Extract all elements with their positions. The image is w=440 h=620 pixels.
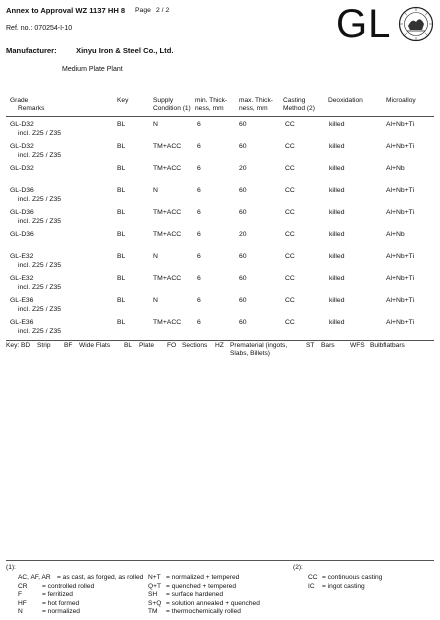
key-bf-value: Wide Flats	[79, 342, 111, 349]
cell-grade: GL-E36	[10, 319, 34, 326]
cell-casting: CC	[285, 297, 295, 304]
cell-min-thickness: 6	[197, 121, 201, 128]
col-min-1: min. Thick-	[195, 97, 228, 104]
key-wfs: WFS	[350, 342, 365, 349]
cell-supply: TM+ACC	[153, 275, 182, 282]
cell-casting: CC	[285, 319, 295, 326]
gl-seal-icon	[398, 6, 434, 42]
footnote-desc: = normalized	[42, 608, 80, 615]
cell-deoxidation: killed	[329, 319, 345, 326]
cell-remark: incl. Z25 / Z35	[18, 218, 62, 225]
cell-max-thickness: 20	[239, 231, 247, 238]
gl-logo-text: GL	[336, 2, 392, 46]
cell-microalloy: Al+Nb	[386, 165, 405, 172]
cell-microalloy: Al+Nb	[386, 231, 405, 238]
footnote-code: N	[18, 608, 23, 615]
cell-microalloy: Al+Nb+Ti	[386, 209, 415, 216]
cell-key: BL	[117, 253, 126, 260]
cell-min-thickness: 6	[197, 253, 201, 260]
cell-grade: GL-E32	[10, 275, 34, 282]
cell-grade: GL-D32	[10, 143, 34, 150]
cell-deoxidation: killed	[329, 253, 345, 260]
footnote-desc: = solution annealed + quenched	[166, 599, 260, 607]
cell-microalloy: Al+Nb+Ti	[386, 143, 415, 150]
footnote-code: CR	[18, 582, 28, 590]
cell-remark: incl. Z25 / Z35	[18, 130, 62, 137]
footnote-2-label: (2):	[293, 564, 303, 571]
key-hz-value-2: Slabs, Billets)	[230, 350, 270, 357]
gl-logo	[336, 4, 434, 48]
col-max-2: ness, mm	[239, 105, 268, 112]
key-fo-value: Sections	[182, 342, 208, 349]
cell-supply: TM+ACC	[153, 143, 182, 150]
plant-name: Medium Plate Plant	[62, 66, 123, 73]
manufacturer-label: Manufacturer:	[6, 46, 57, 55]
cell-key: BL	[117, 319, 126, 326]
cell-remark: incl. Z25 / Z35	[18, 196, 62, 203]
cell-grade: GL-E32	[10, 253, 34, 260]
footnote-code: TM	[148, 608, 158, 615]
footnote-desc: = ingot casting	[322, 582, 365, 590]
cell-microalloy: Al+Nb+Ti	[386, 121, 415, 128]
footnote-desc: = surface hardened	[166, 591, 224, 598]
cell-grade: GL-E36	[10, 297, 34, 304]
cell-casting: CC	[285, 165, 295, 172]
cell-max-thickness: 60	[239, 209, 247, 216]
cell-key: BL	[117, 231, 126, 238]
key-bl-value: Plate	[139, 342, 155, 349]
cell-casting: CC	[285, 231, 295, 238]
footnote-desc: = continuous casting	[322, 574, 383, 581]
cell-deoxidation: killed	[329, 297, 345, 304]
cell-min-thickness: 6	[197, 231, 201, 238]
cell-supply: TM+ACC	[153, 165, 182, 172]
key-bd: BD	[21, 342, 31, 349]
footnote-code: HF	[18, 599, 27, 607]
cell-min-thickness: 6	[197, 209, 201, 216]
key-bd-value: Strip	[37, 342, 51, 349]
manufacturer-name: Xinyu Iron & Steel Co., Ltd.	[76, 46, 174, 55]
cell-key: BL	[117, 121, 126, 128]
footnote-desc: = ferritized	[42, 591, 73, 598]
cell-supply: N	[153, 121, 158, 128]
cell-key: BL	[117, 209, 126, 216]
cell-max-thickness: 60	[239, 275, 247, 282]
document-title: Annex to Approval WZ 1137 HH 8	[6, 6, 126, 15]
cell-supply: N	[153, 297, 158, 304]
cell-max-thickness: 60	[239, 253, 247, 260]
cell-key: BL	[117, 297, 126, 304]
cell-casting: CC	[285, 187, 295, 194]
footnote-desc: = hot formed	[42, 599, 80, 607]
key-hz: HZ	[215, 342, 224, 349]
cell-remark: incl. Z25 / Z35	[18, 328, 62, 335]
footnote-code: SH	[148, 591, 158, 598]
footnote-code: AC, AF, AR	[18, 574, 51, 581]
cell-supply: N	[153, 253, 158, 260]
cell-deoxidation: killed	[329, 209, 345, 216]
footnote-code: N+T	[148, 574, 161, 581]
key-bf: BF	[64, 342, 73, 349]
col-supply-2: Condition (1)	[153, 105, 191, 112]
cell-min-thickness: 6	[197, 275, 201, 282]
cell-deoxidation: killed	[329, 231, 345, 238]
cell-key: BL	[117, 143, 126, 150]
cell-casting: CC	[285, 143, 295, 150]
cell-microalloy: Al+Nb+Ti	[386, 275, 415, 282]
cell-grade: GL-D32	[10, 165, 34, 172]
footnote-rule	[6, 560, 434, 561]
cell-key: BL	[117, 275, 126, 282]
cell-microalloy: Al+Nb+Ti	[386, 253, 415, 260]
footnote-code: IC	[308, 582, 315, 590]
cell-key: BL	[117, 187, 126, 194]
key-fo: FO	[167, 342, 177, 349]
cell-casting: CC	[285, 209, 295, 216]
cell-max-thickness: 60	[239, 143, 247, 150]
header-rule	[6, 116, 434, 117]
cell-min-thickness: 6	[197, 187, 201, 194]
cell-casting: CC	[285, 275, 295, 282]
footnote-code: F	[18, 591, 23, 598]
cell-max-thickness: 60	[239, 319, 247, 326]
footnote-desc: = normalized + tempered	[166, 574, 240, 581]
cell-remark: incl. Z25 / Z35	[18, 306, 62, 313]
col-remarks: Remarks	[18, 105, 45, 112]
col-casting-1: Casting	[283, 97, 306, 104]
cell-supply: N	[153, 187, 158, 194]
col-microalloy: Microalloy	[386, 97, 416, 104]
cell-casting: CC	[285, 253, 295, 260]
key-st-value: Bars	[321, 342, 335, 349]
cell-max-thickness: 60	[239, 187, 247, 194]
cell-microalloy: Al+Nb+Ti	[386, 319, 415, 326]
col-deoxidation: Deoxidation	[328, 97, 363, 104]
footnote-desc: = quenched + tempered	[166, 582, 237, 590]
key-wfs-value: Bulbflatbars	[370, 342, 405, 349]
cell-microalloy: Al+Nb+Ti	[386, 187, 415, 194]
cell-supply: TM+ACC	[153, 231, 182, 238]
footnote-desc: = as cast, as forged, as rolled	[57, 574, 144, 581]
cell-microalloy: Al+Nb+Ti	[386, 297, 415, 304]
cell-grade: GL-D36	[10, 231, 34, 238]
cell-grade: GL-D36	[10, 187, 34, 194]
cell-min-thickness: 6	[197, 165, 201, 172]
key-st: ST	[306, 342, 315, 349]
col-supply-1: Supply	[153, 97, 174, 104]
cell-remark: incl. Z25 / Z35	[18, 152, 62, 159]
footnote-1-label: (1):	[6, 564, 16, 571]
cell-max-thickness: 20	[239, 165, 247, 172]
footnote-code: S+Q	[148, 599, 162, 607]
cell-supply: TM+ACC	[153, 209, 182, 216]
cell-remark: incl. Z25 / Z35	[18, 284, 62, 291]
cell-deoxidation: killed	[329, 143, 345, 150]
footnote-desc: = thermochemically rolled	[166, 608, 241, 615]
cell-min-thickness: 6	[197, 143, 201, 150]
key-hz-value-1: Prematerial (ingots,	[230, 342, 288, 349]
cell-deoxidation: killed	[329, 121, 345, 128]
cell-max-thickness: 60	[239, 121, 247, 128]
page-label: Page	[135, 7, 151, 14]
key-label: Key:	[6, 342, 20, 349]
cell-deoxidation: killed	[329, 275, 345, 282]
key-bl: BL	[124, 342, 133, 349]
reference-number: Ref. no.: 070254-I-10	[6, 25, 73, 32]
cell-supply: TM+ACC	[153, 319, 182, 326]
col-max-1: max. Thick-	[239, 97, 273, 104]
cell-max-thickness: 60	[239, 297, 247, 304]
cell-grade: GL-D32	[10, 121, 34, 128]
footnote-desc: = controlled rolled	[42, 582, 95, 590]
page-number: 2 / 2	[156, 7, 170, 14]
col-grade: Grade	[10, 97, 29, 104]
cell-key: BL	[117, 165, 126, 172]
footnote-code: CC	[308, 574, 318, 581]
col-key: Key	[117, 97, 129, 104]
col-min-2: ness, mm	[195, 105, 224, 112]
table-bottom-rule	[6, 340, 434, 341]
cell-casting: CC	[285, 121, 295, 128]
cell-remark: incl. Z25 / Z35	[18, 262, 62, 269]
cell-deoxidation: killed	[329, 187, 345, 194]
footnote-code: Q+T	[148, 582, 162, 590]
cell-min-thickness: 6	[197, 297, 201, 304]
col-casting-2: Method (2)	[283, 105, 315, 112]
cell-min-thickness: 6	[197, 319, 201, 326]
cell-deoxidation: killed	[329, 165, 345, 172]
cell-grade: GL-D36	[10, 209, 34, 216]
